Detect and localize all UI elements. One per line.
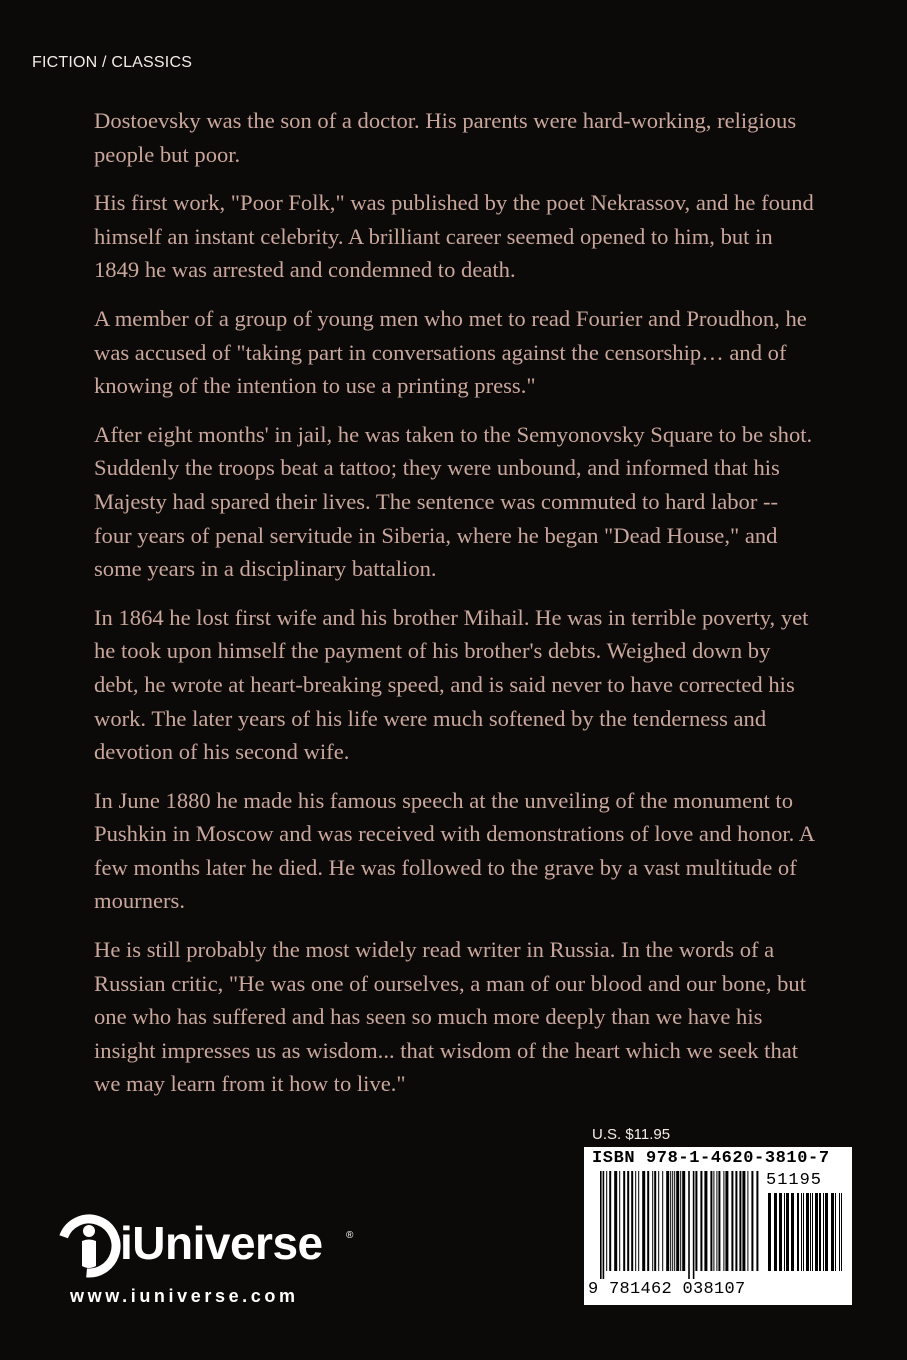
barcode-bar: [751, 1171, 753, 1271]
barcode-bar: [700, 1171, 702, 1271]
barcode-bar: [835, 1193, 836, 1271]
barcode-bar: [801, 1193, 802, 1271]
barcode-digits: 9 781462 038107: [588, 1280, 746, 1299]
barcode-bar: [672, 1171, 673, 1271]
barcode-bar: [614, 1171, 617, 1271]
barcode-bar: [713, 1171, 714, 1271]
barcode-bar: [803, 1193, 804, 1271]
retail-price: U.S. $11.95: [592, 1126, 671, 1143]
description-paragraph: He is still probably the most widely read writer in Russia. In the words of a Russian critic, "He was one of ourselves, a man of our blood and our bone, but one who has suffered and has seen so much more deeply than we have his insight impresses us as wisdom... that wisdom of the heart which we seek that we may learn from it how to live.": [94, 937, 806, 1097]
barcode-bar: [819, 1193, 821, 1271]
barcode-bar: [635, 1171, 636, 1271]
barcode-bar: [682, 1171, 685, 1271]
barcode-bar: [676, 1171, 679, 1271]
barcode-bar: [619, 1171, 620, 1271]
description-paragraph: His first work, "Poor Folk," was published by the poet Nekrassov, and he found himself an instant celebrity. A brilliant career seemed opened to him, but in 1849 he was arrested and condemned to death.: [94, 190, 814, 283]
barcode-bar: [609, 1171, 611, 1271]
barcode-bar: [756, 1171, 758, 1271]
barcode-bar: [784, 1193, 785, 1271]
barcode-bar: [631, 1171, 633, 1271]
publisher-website: www.iuniverse.com: [70, 1286, 299, 1306]
barcode-bar: [670, 1171, 671, 1271]
barcode-bar: [606, 1171, 607, 1271]
barcode-bar: [710, 1171, 712, 1271]
barcode-bar: [841, 1193, 842, 1271]
book-description: [94, 104, 814, 1116]
barcode-bar: [704, 1171, 707, 1271]
barcode-bar: [768, 1193, 771, 1271]
barcode-bar: [662, 1171, 663, 1271]
barcode-bar: [623, 1171, 625, 1271]
registered-mark: ®: [346, 1230, 354, 1241]
isbn-label: ISBN 978-1-4620-3810-7: [592, 1149, 830, 1168]
barcode-bar: [723, 1171, 724, 1271]
barcode-bar: [839, 1193, 840, 1271]
description-paragraph: In 1864 he lost first wife and his brother Mihail. He was in terrible poverty, yet he took upon himself the payment of his brother's debts. Weighed down by debt, he wrote at heart-breaking speed, and is said never to have corrected his work. The later years of his life were much softened by the tenderness and devotion of his second wife.: [94, 604, 809, 765]
barcode-bar: [739, 1171, 741, 1271]
barcode-bar: [731, 1171, 733, 1271]
barcode-bar: [600, 1171, 602, 1279]
barcode-bar: [603, 1171, 605, 1279]
genre-category: FICTION / CLASSICS: [32, 54, 193, 71]
barcode-bar: [688, 1171, 690, 1279]
barcode-bar: [666, 1171, 669, 1271]
description-paragraph: A member of a group of young men who met to read Fourier and Proudhon, he was accused of "taking part in conversations against the censorship… and of knowing of the intention to use a printing press.": [94, 305, 807, 399]
barcode-bar: [695, 1171, 697, 1271]
barcode-bar: [652, 1171, 653, 1271]
barcode-bar: [658, 1171, 659, 1271]
isbn-barcode: [584, 1147, 852, 1305]
iuniverse-person-icon: [56, 1210, 122, 1278]
barcode-bar: [647, 1171, 649, 1271]
description-paragraph: Dostoevsky was the son of a doctor. His parents were hard-working, religious people but poor.: [94, 108, 797, 167]
barcode-bar: [786, 1193, 789, 1271]
barcode-bar: [718, 1171, 720, 1271]
barcode-bar: [825, 1193, 828, 1271]
barcode-bar: [680, 1171, 681, 1271]
barcode-bar: [831, 1193, 834, 1271]
barcode-bar: [735, 1171, 737, 1271]
barcode-bar: [815, 1193, 818, 1271]
barcode-bar: [674, 1171, 675, 1271]
barcode-bar: [747, 1171, 748, 1271]
ean-barcode-bars: [600, 1171, 760, 1279]
publisher-logo: [56, 1210, 366, 1278]
description-paragraph: After eight months' in jail, he was taken to the Semyonovsky Square to be shot. Suddenly the troops beat a tattoo; they were unbound, and informed that his Majesty had spared their lives. The sentence was commuted to hard labor -- four years of penal servitude in Siberia, where he began "Dead House," and some years in a disciplinary battalion.: [94, 421, 813, 582]
barcode-bar: [638, 1171, 639, 1271]
barcode-bar: [823, 1193, 824, 1271]
barcode-bar: [810, 1193, 811, 1271]
barcode-bar: [791, 1193, 794, 1271]
description-paragraph: In June 1880 he made his famous speech at the unveiling of the monument to Pushkin in Moscow and was received with demonstrations of love and honor. A few months later he died. He was followed to the grave by a vast multitude of mourners.: [94, 787, 814, 914]
barcode-bar: [725, 1171, 728, 1271]
barcode-bar: [627, 1171, 629, 1271]
price-code-label: 51195: [766, 1171, 823, 1190]
publisher-name: iUniverse: [120, 1217, 323, 1269]
barcode-bar: [774, 1193, 777, 1271]
barcode-bar: [716, 1171, 717, 1271]
barcode-bar: [812, 1193, 813, 1271]
barcode-bar: [654, 1171, 656, 1271]
addon-barcode-bars: [768, 1193, 844, 1279]
barcode-bar: [642, 1171, 645, 1271]
barcode-bar: [806, 1193, 809, 1271]
barcode-bar: [779, 1193, 782, 1271]
barcode-bar: [742, 1171, 745, 1271]
barcode-bar: [693, 1171, 695, 1279]
barcode-bar: [797, 1193, 799, 1271]
